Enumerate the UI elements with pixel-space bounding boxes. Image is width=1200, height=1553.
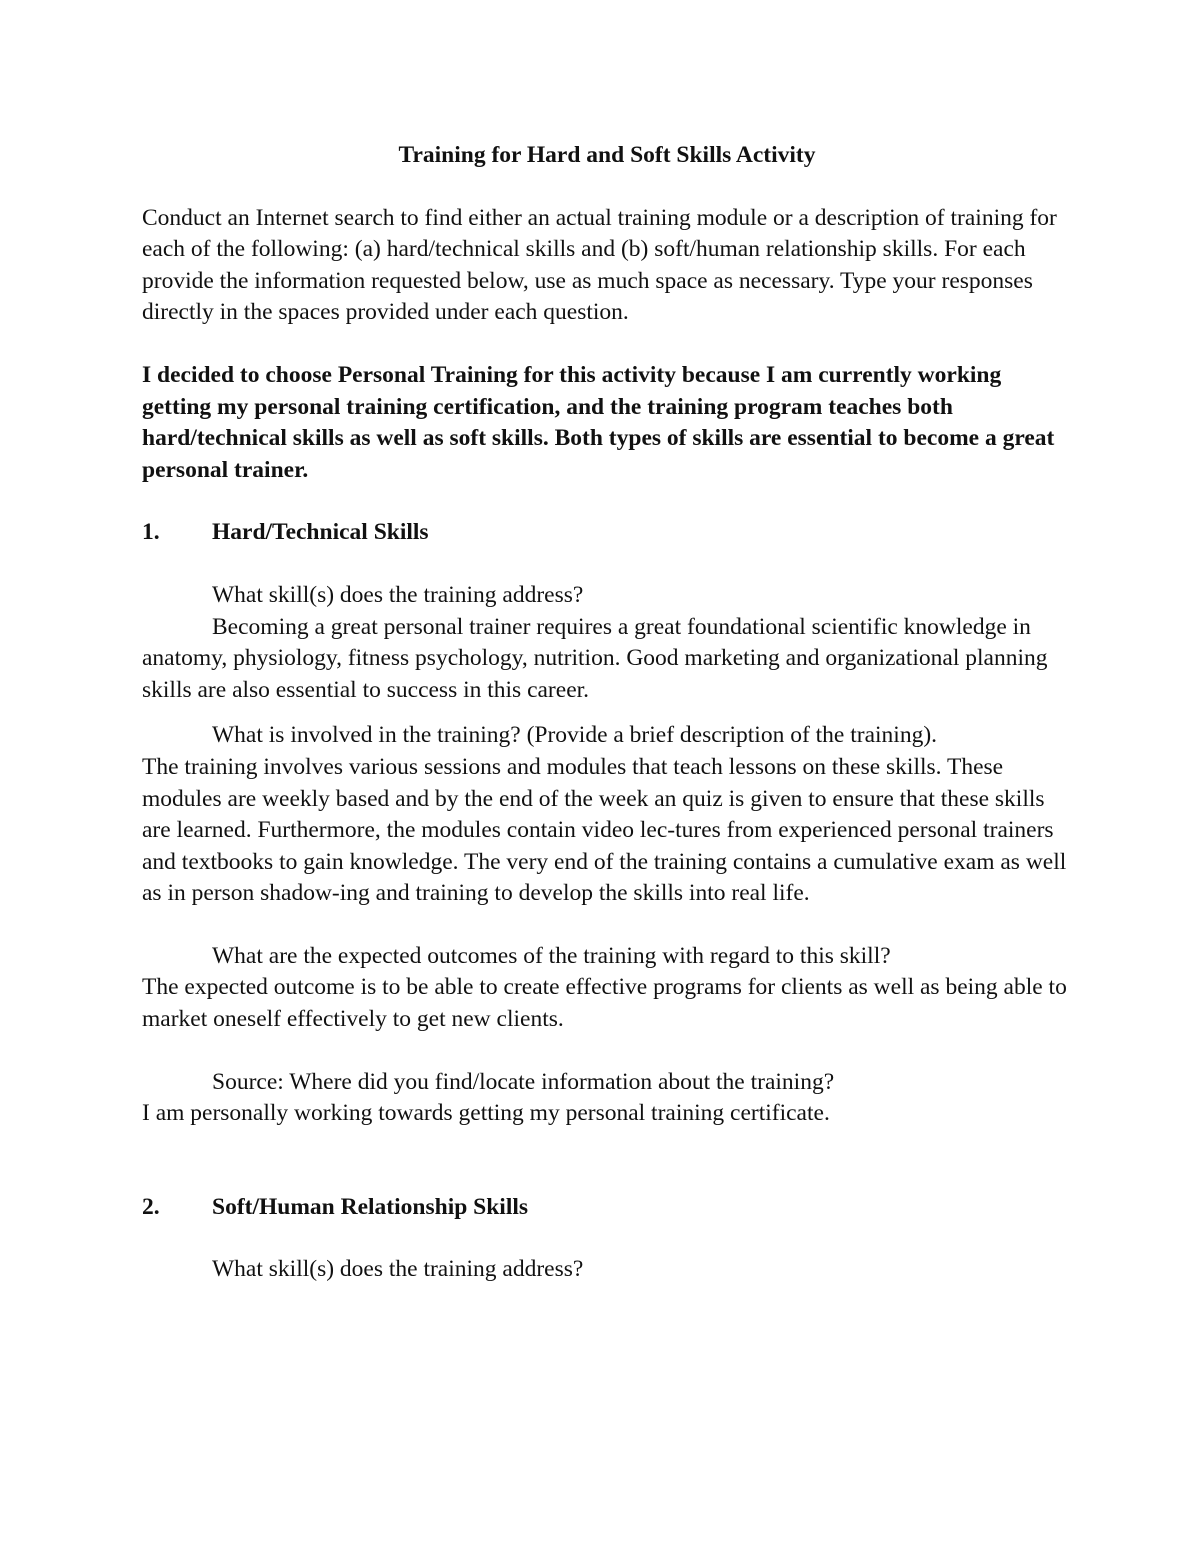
section-1-question-2: What is involved in the training? (Provide a brief description of the training). xyxy=(212,722,938,749)
section-1-question-4: Source: Where did you find/locate information about the training? xyxy=(212,1068,835,1095)
section-2-number: 2. xyxy=(142,1193,160,1220)
section-1-answer-1: Becoming a great personal trainer requires a great foundational scientific knowledge in anatomy, physiology, fitness psychology, nutrition. Good marketing and organizational planning skills are also essential to success in this career. xyxy=(142,613,1048,703)
document-title: Training for Hard and Soft Skills Activity xyxy=(398,142,816,168)
choice-paragraph: I decided to choose Personal Training for this activity because I am currently working getting my personal training certification, and the training program teaches both hard/technical skills as well as soft skills. Both types of skills are essential to become a great personal trainer. xyxy=(142,361,1055,483)
section-1-question-3: What are the expected outcomes of the training with regard to this skill? xyxy=(212,942,891,969)
section-2-heading xyxy=(142,1192,1072,1224)
document-page xyxy=(142,140,1072,1286)
section-1-answer-2: The training involves various sessions and modules that teach lessons on these skills. These modules are weekly based and by the end of the week an quiz is given to ensure that these skills are learned. Furthermore, the modules contain video lec-tures from experienced personal trainers and textbooks to gain knowledge. The very end of the training contains a cumulative exam as well as in person shadow-ing and training to develop the skills into real life. xyxy=(142,753,1067,907)
intro-paragraph: Conduct an Internet search to find either an actual training module or a description of training for each of the following: (a) hard/technical skills and (b) soft/human relationship skills. For each provide the information requested below, use as much space as necessary. Type your responses directly in the spaces provided under each question. xyxy=(142,204,1057,326)
section-1-answer-3: The expected outcome is to be able to create effective programs for clients as well as being able to market oneself effectively to get new clients. xyxy=(142,974,1067,1033)
section-1-title: Hard/Technical Skills xyxy=(212,519,429,546)
section-2-title: Soft/Human Relationship Skills xyxy=(212,1193,529,1220)
section-1-answer-4: I am personally working towards getting my personal training certificate. xyxy=(142,1100,830,1127)
section-2-question-1: What skill(s) does the training address? xyxy=(212,1256,584,1283)
section-1-heading xyxy=(142,517,1072,549)
section-1-question-1: What skill(s) does the training address? xyxy=(212,581,584,608)
section-1-number: 1. xyxy=(142,519,160,546)
